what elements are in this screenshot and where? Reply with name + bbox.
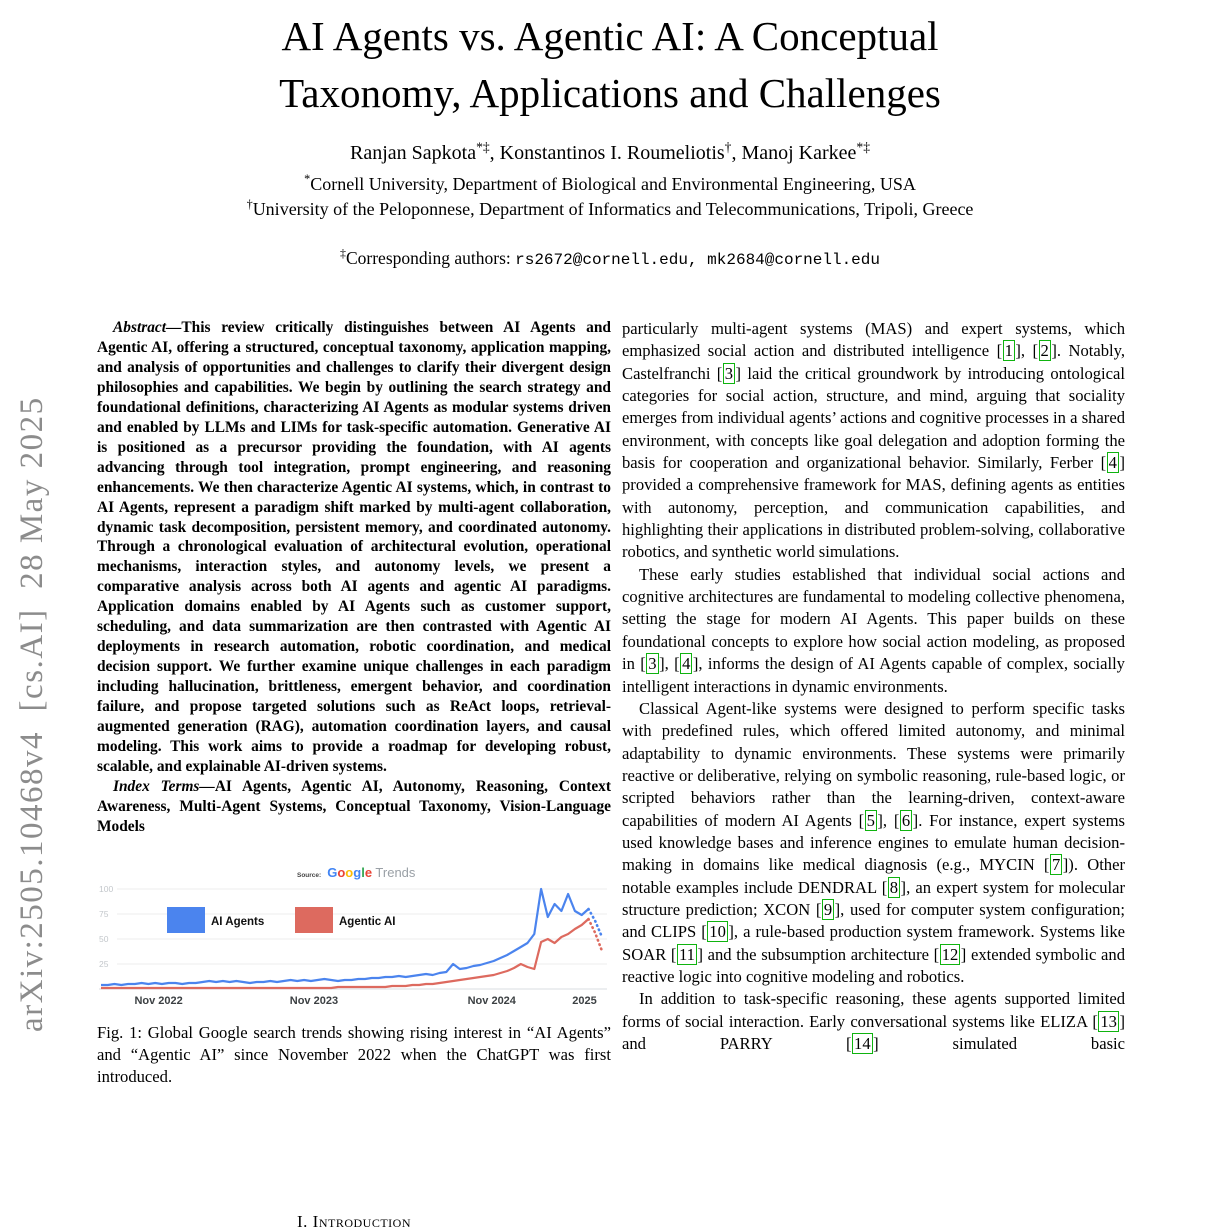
svg-text:Agentic AI: Agentic AI (339, 915, 396, 928)
paper-title-line-1: AI Agents vs. Agentic AI: A Conceptual (281, 13, 939, 59)
body-paragraph: Classical Agent-like systems were designed to perform specific tasks with predefined rules, which offered limited autonomy, and minimal adaptability to dynamic environments. These systems were primarily reactive or deliberative, relying on symbolic reasoning, rule-based logic, or scripted behaviors rather than the learning-driven, context-aware capabilities of modern AI Agents [ 5 ], [ 6 ]. For instance, expert systems used knowledge bases and inference engines to emulate human decision-making in domains like medical diagnosis (e.g., MYCIN [ 7 ]). Other notable examples include DENDRAL [ 8 ], an expert system for molecular structure prediction; XCON [ 9 ], used for computer system configuration; and CLIPS [ 10 ], a rule-based production system framework. Systems like SOAR [ 11 ] and the subsumption architecture [ 12 ] extended symbolic and reactive logic into cognitive modeling and robotics. (622, 698, 1125, 986)
svg-text:Source:Google Trends: Source: Google Trends (297, 864, 416, 880)
figure-1 (97, 851, 611, 1089)
svg-text:Nov 2024: Nov 2024 (467, 994, 516, 1007)
svg-text:AI Agents: AI Agents (211, 915, 265, 928)
citation-link[interactable]: 10 (709, 922, 726, 942)
index-terms-text: AI Agents, Agentic AI, Autonomy, Reasoning, Context Awareness, Multi-Agent Systems, Conceptual Taxonomy, Vision-Language Models (97, 777, 611, 835)
affiliation-line-1: *Cornell University, Department of Biological and Environmental Engineering, USA (304, 172, 916, 194)
citation-link[interactable]: 11 (678, 944, 695, 964)
body-paragraph: These early studies established that individual social actions and cognitive architectures are fundamental to modeling collective phenomena, setting the stage for modern AI Agents. This paper builds on these foundational concepts to explore how social action modeling, as proposed in [ 3 ], [ 4 ], informs the design of AI Agents capable of complex, socially intelligent interactions in dynamic environments. (622, 564, 1125, 696)
svg-text:75: 75 (99, 908, 109, 919)
citation-link[interactable]: 3 (648, 654, 657, 674)
svg-text:Nov 2023: Nov 2023 (289, 994, 339, 1007)
citation-link[interactable]: 13 (1100, 1011, 1117, 1031)
left-column (97, 318, 611, 1089)
body-paragraph: particularly multi-agent systems (MAS) and expert systems, which emphasized social action and distributed intelligence [ 1 ], [ 2 ]. Notably, Castelfranchi [ 3 ] laid the critical groundwork by introducing ontological categories for social action, structure, and mind, arguing that sociality emerges from individual agents’ actions and cognitive processes in a shared environment, with concepts like goal delegation and adoption forming the basis for cooperation and organizational behavior. Similarly, Ferber [ 4 ] provided a comprehensive framework for MAS, defining agents as entities with autonomy, perception, and communication capabilities, and highlighting their applications in distributed problem-solving, collaborative robotics, and synthetic world simulations. (622, 319, 1125, 562)
citation-link[interactable]: 2 (1040, 341, 1049, 361)
citation-link[interactable]: 7 (1051, 855, 1061, 875)
svg-text:100: 100 (99, 883, 114, 894)
authors-line: Ranjan Sapkota*‡, Konstantinos I. Roumeliotis†, Manoj Karkee*‡ (349, 139, 871, 164)
paper-title-line-2: Taxonomy, Applications and Challenges (279, 70, 941, 116)
index-terms-label: Index Terms— (113, 777, 215, 795)
citation-link[interactable]: 12 (941, 944, 959, 964)
citation-link[interactable]: 6 (901, 810, 911, 830)
body-paragraph: In addition to task-specific reasoning, these agents supported limited forms of social interaction. Early conversational systems like ELIZA [ 13 ] and PARRY [ 14 ] simulated basic (622, 989, 1125, 1053)
paper-title (0, 8, 1220, 122)
abstract (97, 318, 611, 777)
index-terms (97, 777, 611, 837)
corresponding-label: ‡Corresponding authors: (340, 246, 516, 268)
right-column (622, 318, 1125, 1220)
svg-text:50: 50 (99, 933, 109, 944)
corresponding-authors-line (0, 248, 1220, 269)
affiliation-line-2: †University of the Peloponnese, Department of Informatics and Telecommunications, Tripoli, Greece (246, 197, 974, 219)
corresponding-emails-link[interactable]: rs2672@cornell.edu, mk2684@cornell.edu (515, 251, 880, 269)
svg-text:2025: 2025 (572, 994, 597, 1007)
citation-link[interactable]: 14 (854, 1034, 871, 1053)
google-trends-chart (97, 851, 611, 1009)
section-heading-introduction: I. Introduction (297, 1212, 411, 1231)
figure-1-caption: Fig. 1: Global Google search trends showing rising interest in “AI Agents” and “Agentic AI” since November 2022 when the ChatGPT was first introduced. (97, 1022, 611, 1087)
citation-link[interactable]: 4 (1108, 453, 1117, 473)
svg-text:25: 25 (99, 958, 109, 969)
citation-link[interactable]: 1 (1004, 341, 1013, 361)
arxiv-watermark: arXiv:2505.10468v4 [cs.AI] 28 May 2025 (14, 396, 50, 1032)
citation-link[interactable]: 5 (866, 810, 875, 830)
citation-link[interactable]: 3 (724, 363, 734, 383)
citation-link[interactable]: 4 (682, 654, 691, 674)
abstract-text: This review critically distinguishes between AI Agents and Agentic AI, offering a structured, conceptual taxonomy, application mapping, and analysis of opportunities and challenges to clarify their divergent design philosophies and capabilities. We begin by outlining the search strategy and foundational definitions, characterizing AI Agents as modular systems driven and enabled by LLMs and LIMs for task-specific automation. Generative AI is positioned as a precursor providing the foundation, with AI agents advancing through tool integration, prompt engineering, and reasoning enhancements. We then characterize Agentic AI systems, which, in contrast to AI Agents, represent a paradigm shift marked by multi-agent collaboration, dynamic task decomposition, persistent memory, and coordinated autonomy. Through a chronological evaluation of architectural evolution, operational mechanisms, interaction styles, and autonomy levels, we present a comparative analysis across both AI agents and agentic AI paradigms. Application domains enabled by AI Agents such as customer support, scheduling, and data summarization are then contrasted with Agentic AI deployments in research automation, robotic coordination, and medical decision support. We further examine unique challenges in each paradigm including hallucination, brittleness, emergent behavior, and coordination failure, and propose targeted solutions such as ReAct loops, retrieval-augmented generation (RAG), automation coordination layers, and causal modeling. This work aims to provide a roadmap for developing robust, scalable, and explainable AI-driven systems. (97, 319, 611, 775)
citation-link[interactable]: 9 (823, 899, 833, 919)
svg-text:Nov 2022: Nov 2022 (134, 994, 183, 1007)
citation-link[interactable]: 8 (889, 877, 899, 897)
abstract-label: Abstract— (113, 319, 182, 336)
